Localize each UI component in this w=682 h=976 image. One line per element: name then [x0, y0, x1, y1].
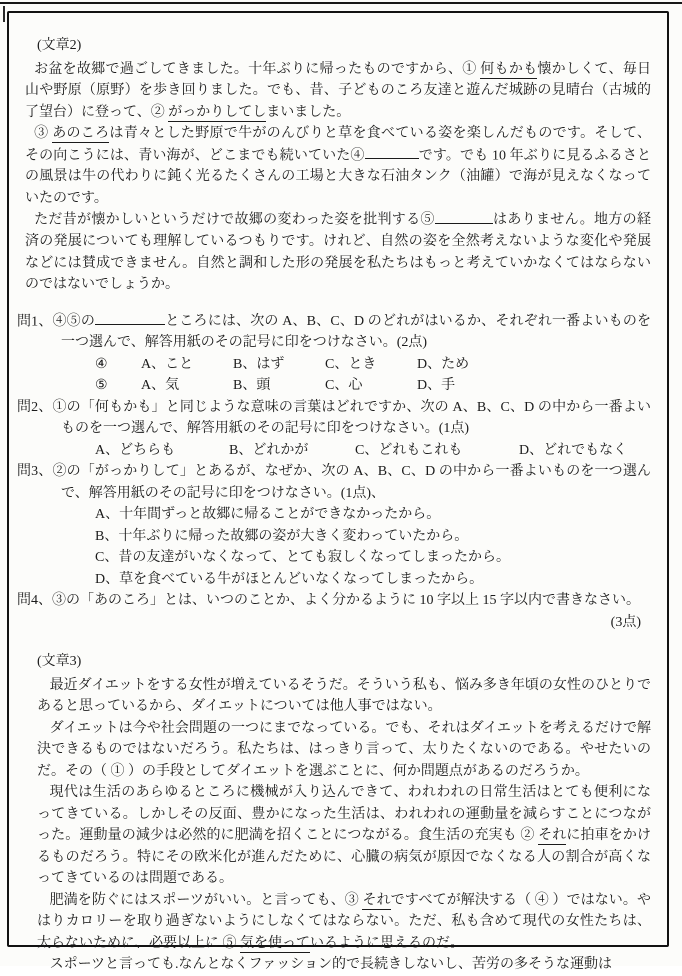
option-item: A、どちらも — [95, 442, 176, 458]
option-item: B、頭 — [233, 378, 271, 394]
scan-top-line — [0, 2, 682, 4]
underlined-phrase: 気を使って — [240, 935, 310, 951]
option-cells — [95, 443, 627, 458]
option-item: D、ため — [417, 356, 470, 372]
option-cells — [141, 378, 509, 393]
document-border-frame — [7, 11, 669, 973]
question-2-options — [17, 440, 651, 462]
question-3 — [17, 461, 651, 590]
underlined-phrase: それ — [362, 892, 391, 908]
option-item: A、十年間ずっと故郷に帰ることができなかったから。 — [95, 507, 441, 523]
question-1-option-row-4 — [17, 354, 651, 376]
option-number: ④ — [95, 356, 108, 372]
section-gap — [25, 296, 651, 311]
fill-in-blank — [365, 145, 419, 159]
option-item: D、手 — [417, 378, 456, 394]
option-item: B、どれかが — [229, 442, 309, 458]
fill-in-blank — [435, 209, 493, 223]
question-1-body: ④⑤の ところには、次の A、B、C、D のどれがはいるか、それぞれ一番よいものを一つ選んで、解答用紙のその記号に印をつけなさい。(2点) — [53, 314, 652, 351]
passage3-label: (文章3) — [37, 654, 82, 670]
question-1 — [17, 311, 651, 397]
question-2-body: ①の「何もかも」と同じような意味の言葉はどれですか、次の A、B、C、D の中から一番よいものを一つ選んで、解答用紙のその記号に印をつけなさい。(1点) — [52, 399, 651, 437]
option-item: C、とき — [325, 356, 377, 372]
option-cells — [141, 357, 509, 372]
option-item: D、どれでもなく — [519, 442, 628, 458]
option-item: C、心 — [325, 378, 363, 394]
question-3-body: ②の「がっかりして」とあるが、なぜか、次の A、B、C、D の中から一番よいものを一つ選んで、解答用紙のその記号に印をつけなさい。(1点)、 — [52, 464, 651, 501]
passage2-paragraph-3: ただ昔が懐かしいというだけで故郷の変わった姿を批判する⑤ はありません。地方の経済の発展についても理解しているつもりです。けれど、自然の姿を全然考えないような変化や発展などには賛成できません。自然と調和した形の発展を私たちはもっと考えていかなくてはならないのではないでしょうか。 — [25, 209, 651, 295]
option-item: D、草を食べている牛がほとんどいなくなってしまったから。 — [95, 571, 484, 587]
question-1-label: 問1、 — [17, 313, 53, 329]
question-1-text — [17, 311, 651, 354]
passage2-paragraph-1: お盆を故郷で過ごしてきました。十年ぶりに帰ったものですから、① 何もかも懐かしくて、毎日山や野原（原野）を歩き回りました。でも、昔、子どものころ友達と遊んだ城跡の見晴台（古城的了望台）に登って、② がっかりしてしまいました。 — [25, 61, 651, 120]
scan-corner-artifact — [3, 6, 5, 22]
question-1-option-row-5 — [17, 375, 651, 397]
underlined-phrase: がっかりしてし — [168, 104, 267, 120]
question-2-label: 問2、 — [17, 399, 53, 415]
passage3-paragraph-5: スポーツと言っても.なんとなくファッション的で長続きしないし、苦労の多そうな運動は — [49, 957, 612, 973]
option-item: C、どれもこれも — [355, 442, 463, 458]
passage3-paragraph-4: 肥満を防ぐにはスポーツがいい。と言っても、③ それですべてが解決する（ ④ ）ではない。やはりカロリーを取り過ぎないようにしなくてはならない。ただ、私も含めて現代の女性たちは、太らないために、必要以上に ⑤ 気を使っているように思えるのだ。 — [37, 892, 651, 951]
passage2-label: (文章2) — [37, 38, 82, 53]
option-item: B、はず — [233, 356, 285, 372]
question-4-body: ③の「あのころ」とは、いつのことか、よく分かるように 10 字以上 15 字以内で書きなさい。 — [52, 593, 640, 609]
question-3-label: 問3、 — [17, 464, 53, 480]
question-2 — [17, 397, 651, 462]
question-2-text — [17, 397, 651, 440]
document-content — [9, 13, 667, 976]
underlined-phrase: それ — [538, 828, 567, 844]
question-4-text — [17, 590, 651, 612]
option-item: C、昔の友達がいなくなって、とても寂しくなってしまったから。 — [95, 550, 511, 566]
question-4 — [17, 590, 651, 633]
passage2-paragraph-2: ③ あのころは青々とした野原で牛がのんびりと草を食べている姿を楽しんだものです。そして、その向こうには、青い海が、どこまでも続いていた④ です。でも 10 年ぶりに見るふるさとの風景は牛の代わりに鈍く光るたくさんの工場と大きな石油タンク（油罐）で海が見えなくなっていたのです。 — [25, 126, 652, 206]
fill-in-blank — [95, 311, 165, 325]
underlined-phrase: あのころ — [52, 126, 110, 141]
option-item: A、こと — [141, 356, 194, 372]
passage3-paragraph-1: 最近ダイエットをする女性が増えているそうだ。そういう私も、悩み多き年頃の女性のひとりであると思っているから、ダイエットについては他人事ではない。 — [37, 677, 651, 715]
underlined-phrase: 何もかも — [480, 61, 538, 77]
question-4-label: 問4、 — [17, 593, 52, 609]
question-3-text — [17, 461, 651, 504]
passage2-section — [25, 35, 651, 296]
passage3-paragraph-2: ダイエットは今や社会問題の一つにまでなっている。でも、それはダイエットを考えるだけで解決できるものではないだろう。私たちは、はっきり言って、太りたくないのである。やせたいのだ。その（ ① ）の手段としてダイエットを選ぶことに、何か問題点があるのだろうか。 — [37, 720, 651, 779]
section-gap — [25, 633, 651, 651]
passage3-section — [25, 651, 651, 976]
option-item: B、十年ぶりに帰った故郷の姿が大きく変わっていたから。 — [95, 528, 469, 544]
option-item: A、気 — [141, 378, 180, 394]
question-3-options — [17, 504, 651, 590]
passage3-paragraph-3: 現代は生活のあらゆるところに機械が入り込んできて、われわれの日常生活はとても便利になってきている。しかしその反面、豊かになった生活は、われわれの運動量を減らすことにつながった。運動量の減少は必然的に肥満を招くことにつながる。食生活の充実も ② それに拍車をかけるものだろう。特にその欧米化が進んだために、心臓の病気が原因でなくなる人の割合が高くなってきているのは問題である。 — [37, 785, 652, 887]
option-number: ⑤ — [95, 378, 108, 394]
question-4-score: (3点) — [610, 614, 641, 630]
